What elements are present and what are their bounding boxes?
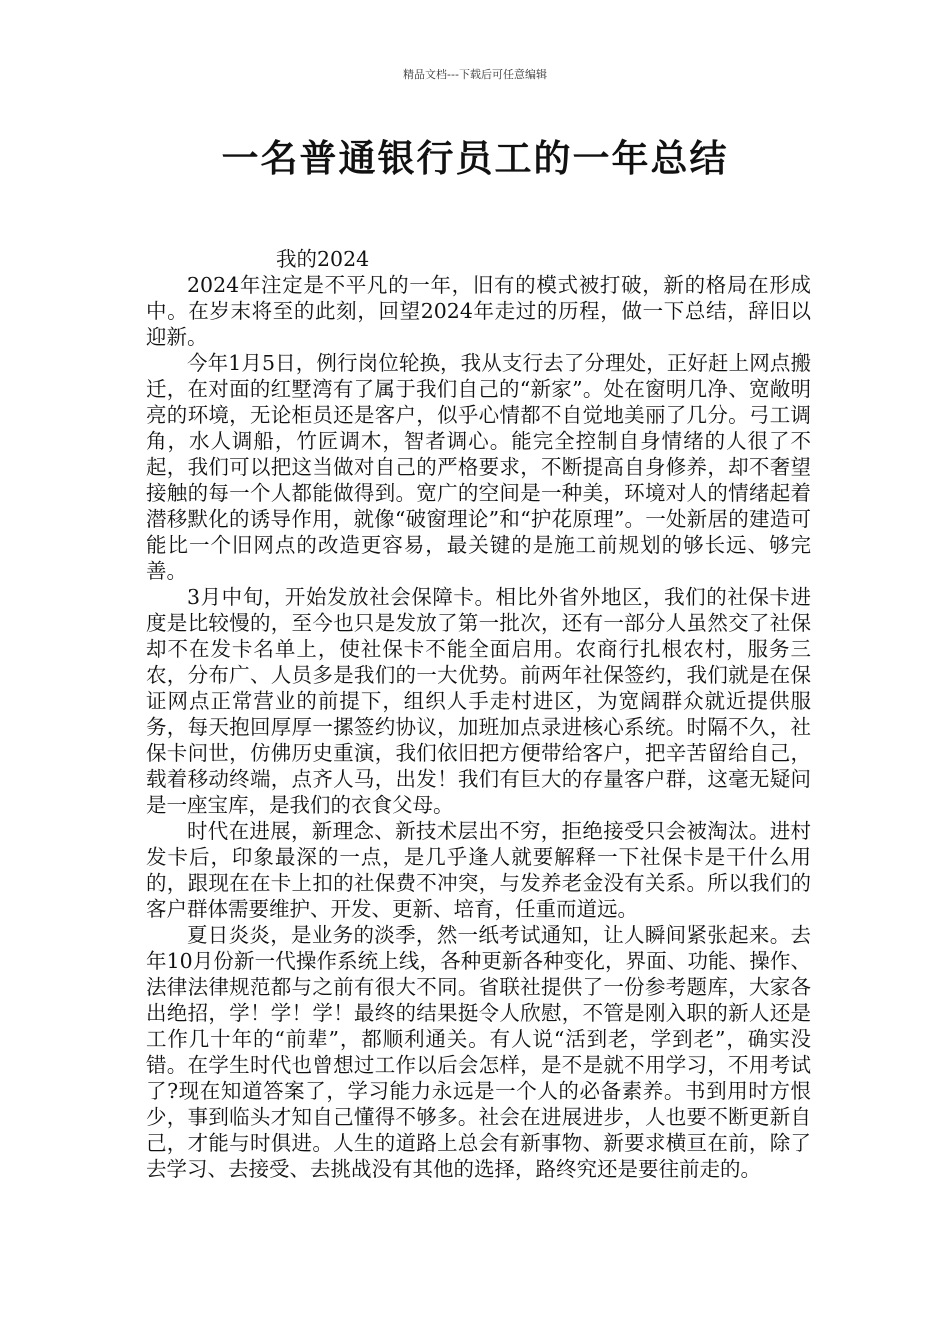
paragraph: 3月中旬，开始发放社会保障卡。相比外省外地区，我们的社保卡进度是比较慢的，至今也只是发放了第一批次，还有一部分人虽然交了社保却不在发卡名单上，使社保卡不能全面启用。农商行扎根农村，服务三农，分布广、人员多是我们的一大优势。前两年社保签约，我们就是在保证网点正常营业的前提下，组织人手走村进区，为宽阔群众就近提供服务，每天抱回厚厚一摞签约协议，加班加点录进核心系统。时隔不久，社保卡问世，仿佛历史重演，我们依旧把方便带给客户，把辛苦留给自己，载着移动终端，点齐人马，出发！我们有巨大的存量客户群，这毫无疑问是一座宝库，是我们的衣食父母。 — [146, 585, 811, 817]
paragraph: 今年1月5日，例行岗位轮换，我从支行去了分理处，正好赶上网点搬迁，在对面的红墅湾有了属于我们自己的“新家”。处在窗明几净、宽敞明亮的环境，无论柜员还是客户，似乎心情都不自觉地美丽了几分。弓工调角，水人调船，竹匠调木，智者调心。能完全控制自身情绪的人很了不起，我们可以把这当做对自己的严格要求，不断提高自身修养，却不奢望接触的每一个人都能做得到。宽广的空间是一种美，环境对人的情绪起着潜移默化的诱导作用，就像“破窗理论”和“护花原理”。一处新居的建造可能比一个旧网点的改造更容易，最关键的是施工前规划的够长远、够完善。 — [146, 351, 811, 583]
paragraph: 2024年注定是不平凡的一年，旧有的模式被打破，新的格局在形成中。在岁末将至的此刻，回望2024年走过的历程，做一下总结，辞旧以迎新。 — [146, 273, 811, 349]
paragraph: 时代在进展，新理念、新技术层出不穷，拒绝接受只会被淘汰。进村发卡后，印象最深的一点，是几乎逢人就要解释一下社保卡是干什么用的，跟现在在卡上扣的社保费不冲突，与发养老金没有关系。所以我们的客户群体需要维护、开发、更新、培育，任重而道远。 — [146, 819, 811, 921]
document-title: 一名普通银行员工的一年总结 — [221, 137, 729, 180]
paragraph: 夏日炎炎，是业务的淡季，然一纸考试通知，让人瞬间紧张起来。去年10月份新一代操作系统上线，各种更新各种变化，界面、功能、操作、法律法律规范都与之前有很大不同。省联社提供了一份参考题库，大家各出绝招，学！学！学！最终的结果挺令人欣慰，不管是刚入职的新人还是工作几十年的“前辈”，都顺利通关。有人说“活到老，学到老”，确实没错。在学生时代也曾想过工作以后会怎样，是不是就不用学习，不用考试了?现在知道答案了，学习能力永远是一个人的必备素养。书到用时方恨少，事到临头才知自己懂得不够多。社会在进展进步，人也要不断更新自己，才能与时俱进。人生的道路上总会有新事物、新要求横亘在前，除了去学习、去接受、去挑战没有其他的选择，路终究还是要往前走的。 — [146, 923, 811, 1181]
intro-line: 我的2024 — [276, 247, 370, 271]
header-note: 精品文档---下载后可任意编辑 — [403, 68, 547, 81]
document-body — [146, 246, 811, 1182]
